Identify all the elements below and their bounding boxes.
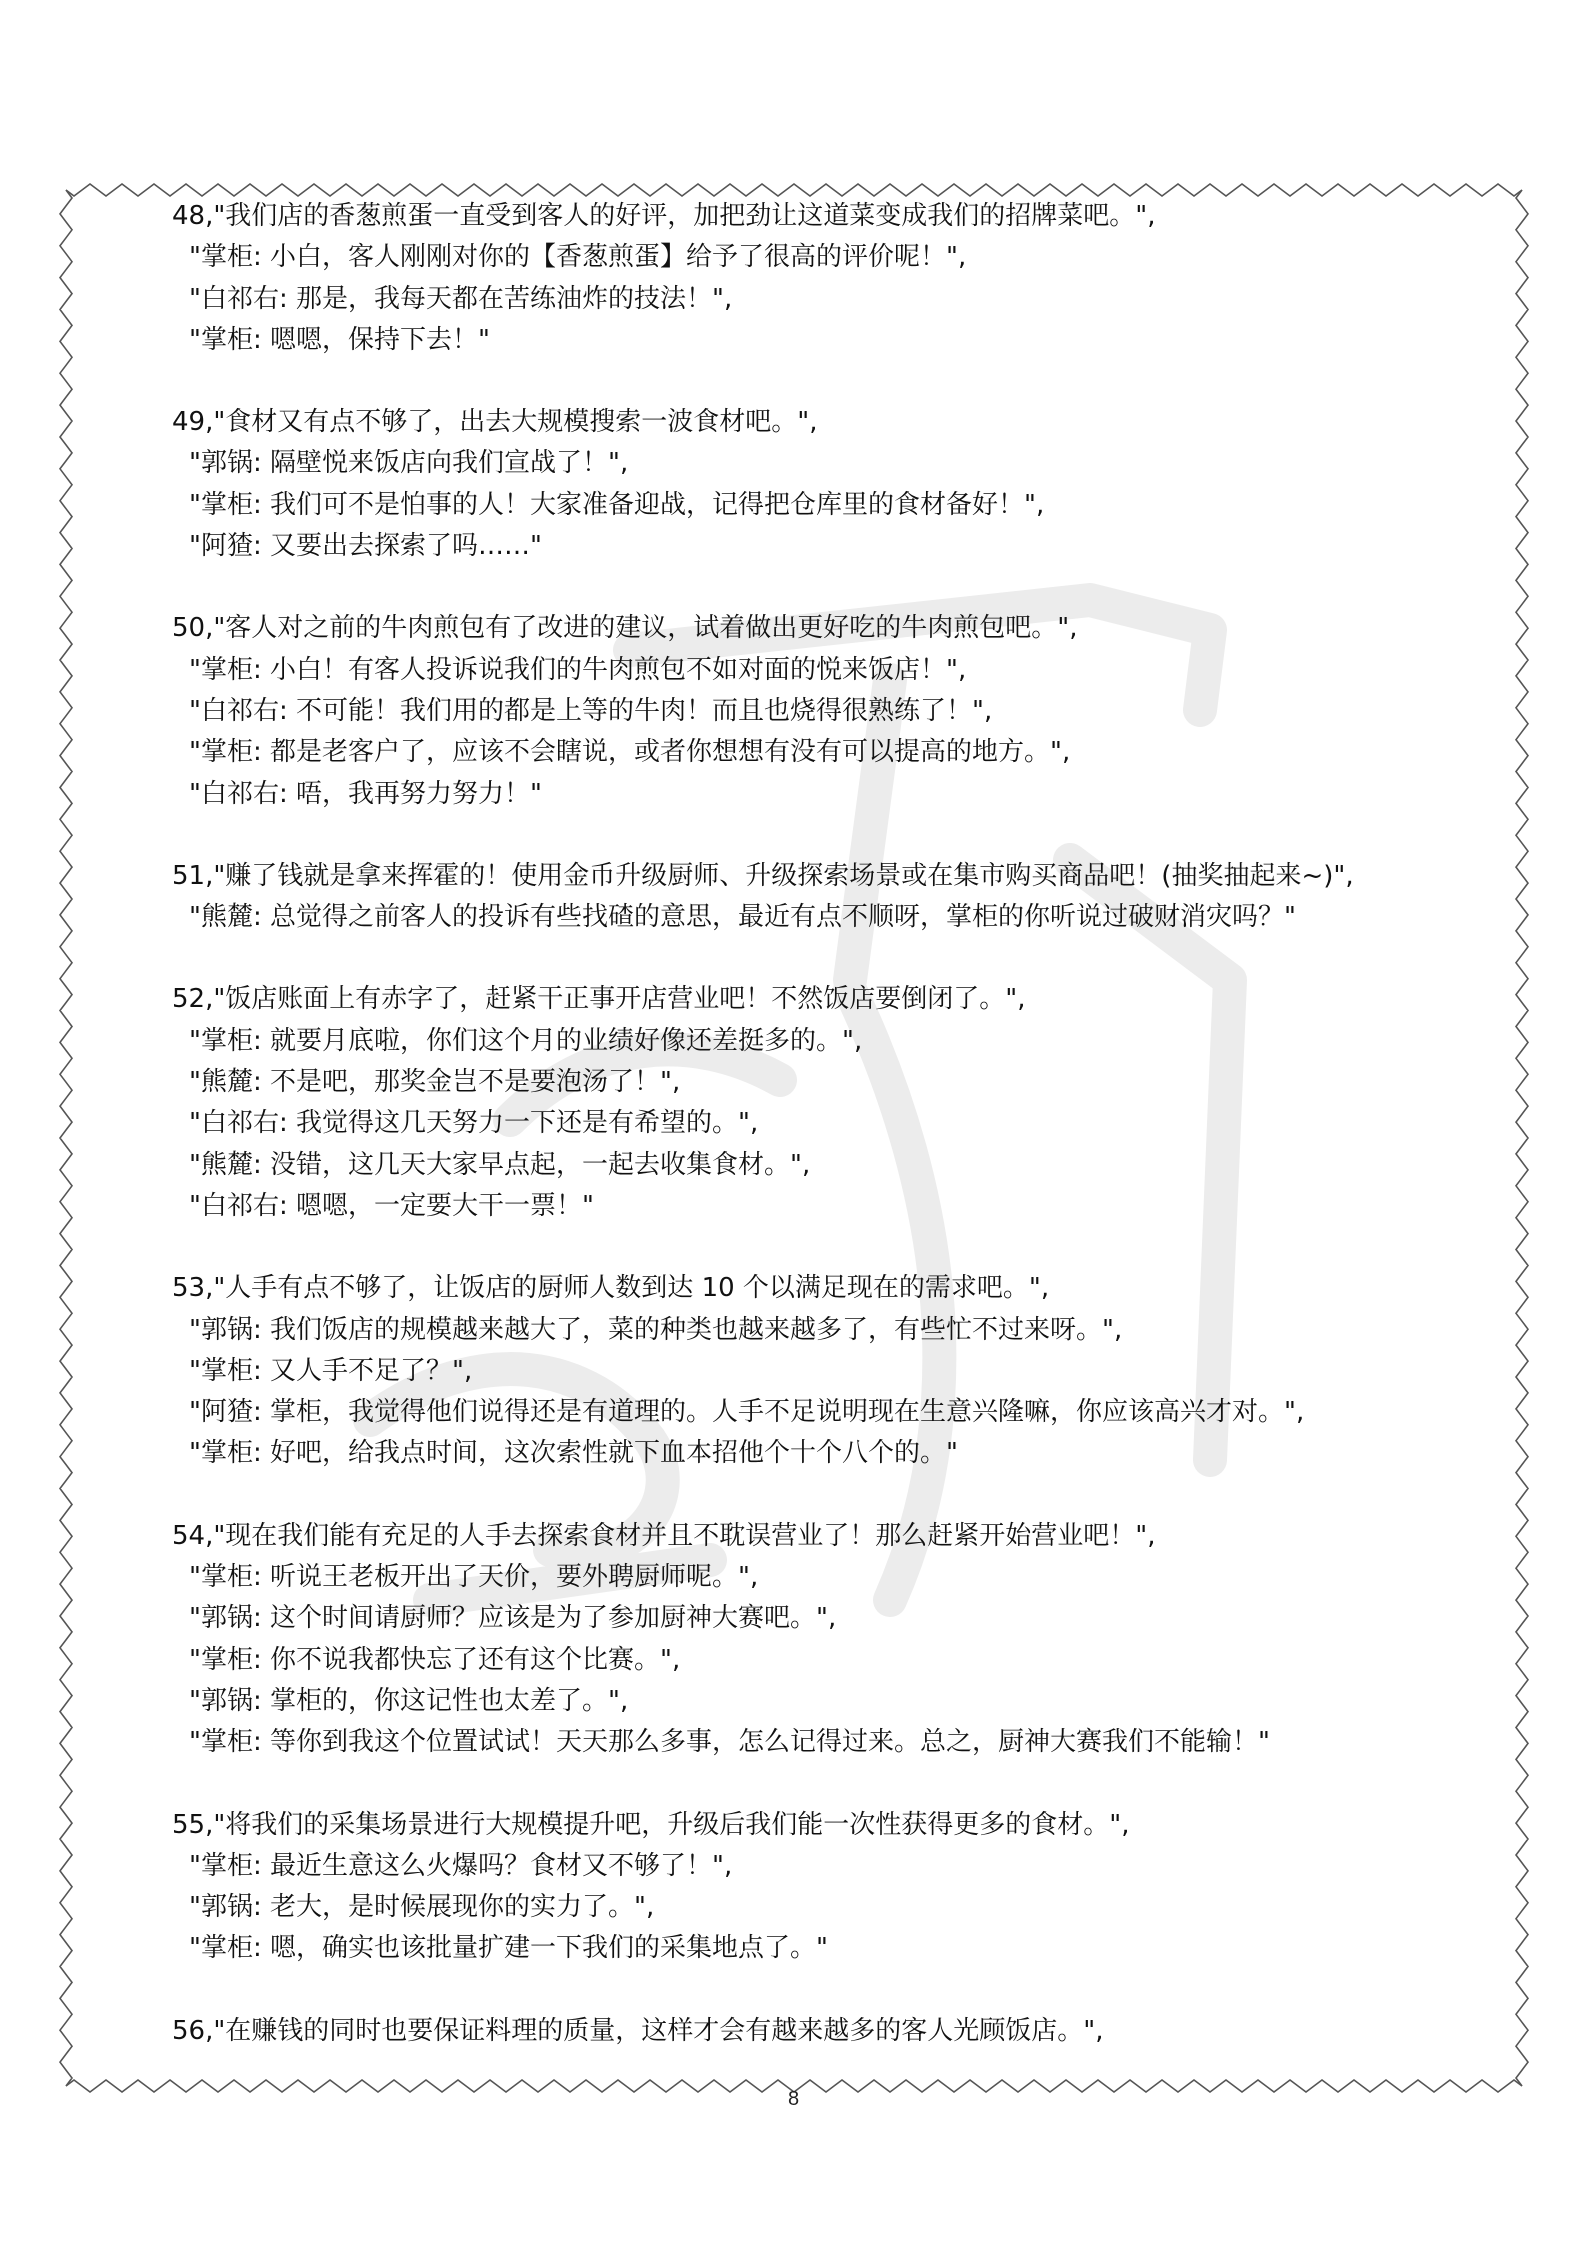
document-body xyxy=(172,196,1502,2093)
dialogue-line: "白祁右: 那是，我每天都在苦练油炸的技法！", xyxy=(189,283,733,314)
dialogue-line: "掌柜: 等你到我这个位置试试！天天那么多事，怎么记得过来。总之，厨神大赛我们不能输！" xyxy=(189,1727,1270,1758)
dialogue-line: "白祁右: 嗯嗯，一定要大干一票！" xyxy=(189,1190,594,1221)
dialogue-entry xyxy=(172,856,1502,939)
dialogue-line: "郭锅: 隔壁悦来饭店向我们宣战了！", xyxy=(189,448,629,479)
dialogue-entry xyxy=(172,402,1502,567)
dialogue-line: "郭锅: 掌柜的，你这记性也太差了。", xyxy=(189,1685,629,1716)
dialogue-entry xyxy=(172,1516,1502,1764)
dialogue-line: "掌柜: 嗯，确实也该批量扩建一下我们的采集地点了。" xyxy=(189,1933,828,1964)
dialogue-line: "掌柜: 好吧，给我点时间，这次索性就下血本招他个十个八个的。" xyxy=(189,1438,958,1469)
dialogue-line: "掌柜: 你不说我都快忘了还有这个比赛。", xyxy=(189,1644,681,1675)
dialogue-entry xyxy=(172,1268,1502,1474)
dialogue-line: "掌柜: 又人手不足了？", xyxy=(189,1355,473,1386)
dialogue-entry xyxy=(172,608,1502,814)
entry-heading: 54,"现在我们能有充足的人手去探索食材并且不耽误营业了！那么赶紧开始营业吧！", xyxy=(172,1520,1156,1551)
dialogue-entry xyxy=(172,196,1502,361)
entry-heading: 53,"人手有点不够了，让饭店的厨师人数到达 10 个以满足现在的需求吧。", xyxy=(172,1273,1050,1304)
entry-heading: 48,"我们店的香葱煎蛋一直受到客人的好评，加把劲让这道菜变成我们的招牌菜吧。", xyxy=(172,201,1156,231)
dialogue-entry xyxy=(172,2011,1502,2052)
dialogue-line: "掌柜: 就要月底啦，你们这个月的业绩好像还差挺多的。", xyxy=(189,1025,863,1056)
dialogue-line: "掌柜: 小白，客人刚刚对你的【香葱煎蛋】给予了很高的评价呢！", xyxy=(189,242,967,273)
entry-heading: 52,"饭店账面上有赤字了，赶紧干正事开店营业吧！不然饭店要倒闭了。", xyxy=(172,984,1026,1015)
dialogue-line: "熊麓: 没错，这几天大家早点起，一起去收集食材。", xyxy=(189,1149,811,1180)
dialogue-line: "郭锅: 老大，是时候展现你的实力了。", xyxy=(189,1892,655,1923)
dialogue-line: "白祁右: 我觉得这几天努力一下还是有希望的。", xyxy=(189,1108,759,1139)
dialogue-line: "掌柜: 小白！有客人投诉说我们的牛肉煎包不如对面的悦来饭店！", xyxy=(189,654,967,685)
entry-heading: 51,"赚了钱就是拿来挥霍的！使用金币升级厨师、升级探索场景或在集市购买商品吧！(抽奖抽起来~)", xyxy=(172,860,1354,891)
entry-heading: 55,"将我们的采集场景进行大规模提升吧，升级后我们能一次性获得更多的食材。", xyxy=(172,1809,1130,1840)
dialogue-line: "掌柜: 我们可不是怕事的人！大家准备迎战，记得把仓库里的食材备好！", xyxy=(189,489,1045,520)
dialogue-line: "掌柜: 听说王老板开出了天价，要外聘厨师呢。", xyxy=(189,1562,759,1593)
dialogue-line: "白祁右: 唔，我再努力努力！" xyxy=(189,778,542,809)
dialogue-line: "熊麓: 不是吧，那奖金岂不是要泡汤了！", xyxy=(189,1067,681,1098)
dialogue-line: "郭锅: 我们饭店的规模越来越大了，菜的种类也越来越多了，有些忙不过来呀。", xyxy=(189,1314,1123,1345)
dialogue-entry xyxy=(172,1805,1502,1970)
dialogue-line: "郭锅: 这个时间请厨师？应该是为了参加厨神大赛吧。", xyxy=(189,1603,837,1634)
dialogue-line: "掌柜: 嗯嗯，保持下去！" xyxy=(189,324,490,355)
entry-heading: 50,"客人对之前的牛肉煎包有了改进的建议，试着做出更好吃的牛肉煎包吧。", xyxy=(172,613,1078,644)
entry-heading: 49,"食材又有点不够了，出去大规模搜索一波食材吧。", xyxy=(172,407,818,438)
dialogue-entry xyxy=(172,979,1502,1227)
entry-heading: 56,"在赚钱的同时也要保证料理的质量，这样才会有越来越多的客人光顾饭店。", xyxy=(172,2015,1104,2046)
dialogue-line: "掌柜: 最近生意这么火爆吗？食材又不够了！", xyxy=(189,1850,733,1881)
dialogue-line: "掌柜: 都是老客户了，应该不会瞎说，或者你想想有没有可以提高的地方。", xyxy=(189,737,1071,768)
dialogue-line: "白祁右: 不可能！我们用的都是上等的牛肉！而且也烧得很熟练了！", xyxy=(189,695,993,726)
dialogue-entries xyxy=(172,196,1502,2052)
dialogue-line: "熊麓: 总觉得之前客人的投诉有些找碴的意思，最近有点不顺呀，掌柜的你听说过破财消灾吗？" xyxy=(189,902,1296,933)
page-number: 8 xyxy=(787,2088,800,2110)
dialogue-line: "阿猹: 又要出去探索了吗……" xyxy=(189,531,542,562)
dialogue-line: "阿猹: 掌柜，我觉得他们说得还是有道理的。人手不足说明现在生意兴隆嘛，你应该高兴才对。", xyxy=(189,1397,1305,1428)
